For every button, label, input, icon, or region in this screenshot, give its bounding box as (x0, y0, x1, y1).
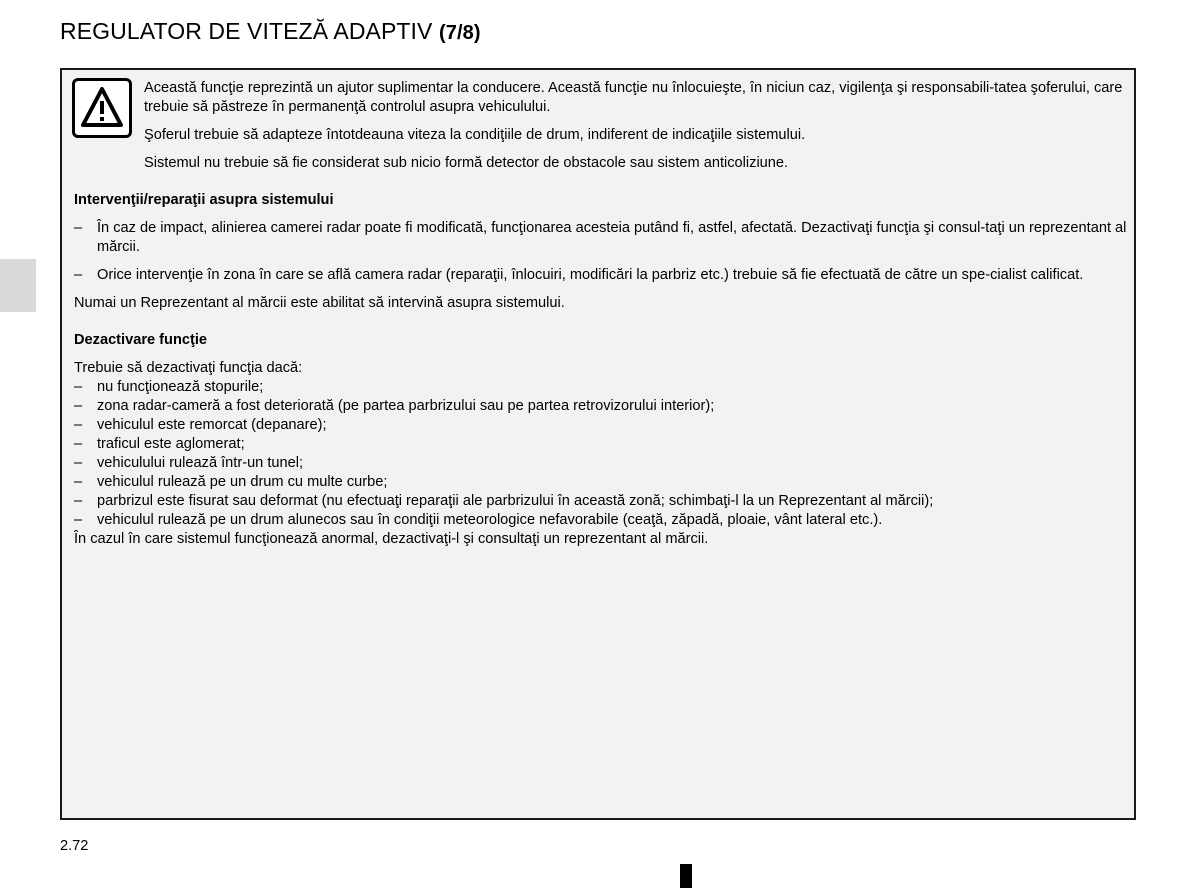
list-item: – parbrizul este fisurat sau deformat (nu efectuaţi reparaţii ale parbrizului în această zonă; schimbaţi-l la un Reprezentant al mărcii); (74, 492, 1128, 511)
footer-marker (680, 864, 692, 888)
intro-paragraph: Această funcţie reprezintă un ajutor suplimentar la conducere. Această funcţie nu înlocuieşte, în niciun caz, vigilenţa şi responsabili-tatea şoferului, care trebuie să păstreze în permanenţă controlul asupra vehiculului. (144, 80, 1123, 115)
list-item: – vehiculului rulează într-un tunel; (74, 454, 1128, 473)
deactivation-closing: În cazul în care sistemul funcţionează anormal, dezactivaţi-l şi consultaţi un reprezentant al mărcii. (74, 531, 709, 547)
page-indicator: (7/8) (439, 22, 481, 44)
page-title (60, 18, 481, 45)
page-number: 2.72 (60, 838, 89, 854)
title-text: REGULATOR DE VITEZĂ ADAPTIV (60, 18, 433, 44)
section-heading-interventions: Intervenţii/reparaţii asupra sistemului (74, 192, 334, 208)
list-item: – traficul este aglomerat; (74, 435, 1128, 454)
list-item: – zona radar-cameră a fost deteriorată (pe partea parbrizului sau pe partea retrovizorului interior); (74, 397, 1128, 416)
list-item: – nu funcţionează stopurile; (74, 378, 1128, 397)
section-note: Numai un Reprezentant al mărcii este abilitat să intervină asupra sistemului. (74, 295, 565, 311)
deactivation-list (74, 378, 1128, 530)
intro-paragraph: Şoferul trebuie să adapteze întotdeauna viteza la condiţiile de drum, indiferent de indicaţiile sistemului. (144, 127, 806, 143)
list-item: – Orice intervenţie în zona în care se află camera radar (reparaţii, înlocuiri, modificări la parbriz etc.) trebuie să fie efectuată de către un spe-cialist calificat. (74, 266, 1128, 285)
interventions-list (74, 219, 1128, 285)
warning-box (60, 68, 1136, 820)
list-item: – vehiculul rulează pe un drum alunecos sau în condiţii meteorologice nefavorabile (ceaţă, zăpadă, ploaie, vânt lateral etc.). (74, 511, 1128, 530)
intro-paragraph: Sistemul nu trebuie să fie considerat sub nicio formă detector de obstacole sau sistem anticoliziune. (144, 155, 789, 171)
chapter-side-tab (0, 259, 36, 312)
list-item: – vehiculul rulează pe un drum cu multe curbe; (74, 473, 1128, 492)
list-item: – vehiculul este remorcat (depanare); (74, 416, 1128, 435)
warning-triangle-icon (72, 78, 132, 138)
warning-content (74, 191, 1128, 549)
warning-intro (144, 79, 1128, 182)
deactivation-intro: Trebuie să dezactivaţi funcţia dacă: (74, 360, 303, 376)
list-item: – În caz de impact, alinierea camerei radar poate fi modificată, funcţionarea acesteia putând fi, astfel, afectată. Dezactivaţi funcţia şi consul-taţi un reprezentant al mărcii. (74, 219, 1128, 257)
section-heading-deactivation: Dezactivare funcţie (74, 332, 208, 348)
